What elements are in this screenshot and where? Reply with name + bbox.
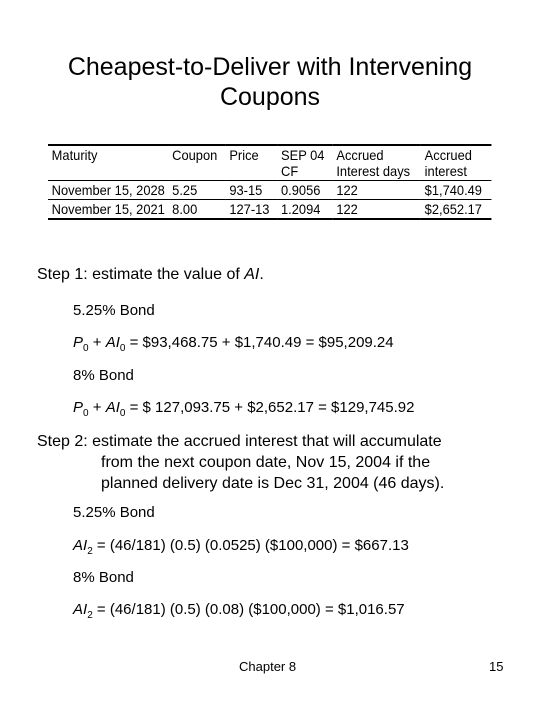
slide-title <box>30 52 510 112</box>
step-1-italic: AI <box>244 266 260 283</box>
eq-ai: AI <box>73 537 88 554</box>
cell-days: 122 <box>336 182 358 198</box>
col-coupon: Coupon <box>172 147 218 163</box>
step-2-line-1: Step 2: estimate the accrued interest that will accumulate <box>37 433 442 450</box>
step-1-text: Step 1: estimate the value of <box>37 266 245 283</box>
eq-ai-sub: 2 <box>87 546 93 557</box>
eq-plus: + <box>88 334 106 351</box>
title-line-1: Cheapest-to-Deliver with Intervening <box>67 53 473 81</box>
eq-p-sub: 0 <box>83 408 89 419</box>
cell-cf: 0.9056 <box>281 182 321 198</box>
title-line-2: Coupons <box>219 83 321 111</box>
cell-price: 127-13 <box>229 201 270 217</box>
step-1 <box>37 264 264 285</box>
eq-ai: AI <box>105 334 120 351</box>
eq-ai: AI <box>73 601 88 618</box>
footer-chapter: Chapter 8 <box>239 659 297 674</box>
step-2 <box>37 431 444 494</box>
table-row <box>48 200 491 220</box>
eq-ai-sub: 0 <box>119 343 126 354</box>
eq-ai-sub: 0 <box>119 408 126 419</box>
footer-page-number: 15 <box>489 659 504 674</box>
cell-interest: $2,652.17 <box>424 201 482 217</box>
eq-rest: = $ 127,093.75 + $2,652.17 = $129,745.92 <box>125 399 415 416</box>
equation-4 <box>73 600 405 626</box>
step-2-line-3: planned delivery date is Dec 31, 2004 (46 days). <box>101 475 445 492</box>
bond-table <box>48 144 492 220</box>
eq-p: P <box>73 334 84 351</box>
eq-plus: + <box>88 399 106 416</box>
col-price: Price <box>229 147 259 163</box>
cell-coupon: 8.00 <box>172 201 198 217</box>
cell-coupon: 5.25 <box>172 182 198 198</box>
eq-ai-sub: 2 <box>87 610 93 621</box>
cell-price: 93-15 <box>229 182 263 198</box>
eq-ai: AI <box>105 399 120 416</box>
eq-p-sub: 0 <box>83 343 89 354</box>
bond-label: 5.25% Bond <box>73 504 155 521</box>
bond-label: 8% Bond <box>73 367 134 384</box>
cell-days: 122 <box>336 201 358 217</box>
cell-maturity: November 15, 2021 <box>51 201 165 217</box>
cell-interest: $1,740.49 <box>424 182 482 198</box>
step-2-line-2: from the next coupon date, Nov 15, 2004 if the <box>101 454 431 471</box>
equation-1 <box>73 333 394 359</box>
cell-cf: 1.2094 <box>281 201 321 217</box>
eq-p: P <box>73 399 84 416</box>
equation-2 <box>73 398 414 424</box>
table-row <box>48 181 491 200</box>
cell-maturity: November 15, 2028 <box>51 182 165 198</box>
table-header-row <box>48 145 491 181</box>
col-accrued-interest: Accrued interest <box>424 147 472 179</box>
eq-rest: = (46/181) (0.5) (0.0525) ($100,000) = $667.13 <box>92 537 409 554</box>
eq-rest: = $93,468.75 + $1,740.49 = $95,209.24 <box>125 334 394 351</box>
equation-3 <box>73 536 409 562</box>
col-accrued-days: Accrued Interest days <box>336 147 411 179</box>
eq-rest: = (46/181) (0.5) (0.08) ($100,000) = $1,016.57 <box>92 601 405 618</box>
bond-label: 8% Bond <box>73 569 134 586</box>
col-maturity: Maturity <box>51 147 98 163</box>
col-sep04-cf: SEP 04 CF <box>281 147 325 179</box>
bond-label: 5.25% Bond <box>73 302 155 319</box>
step-1-end: . <box>259 266 264 283</box>
